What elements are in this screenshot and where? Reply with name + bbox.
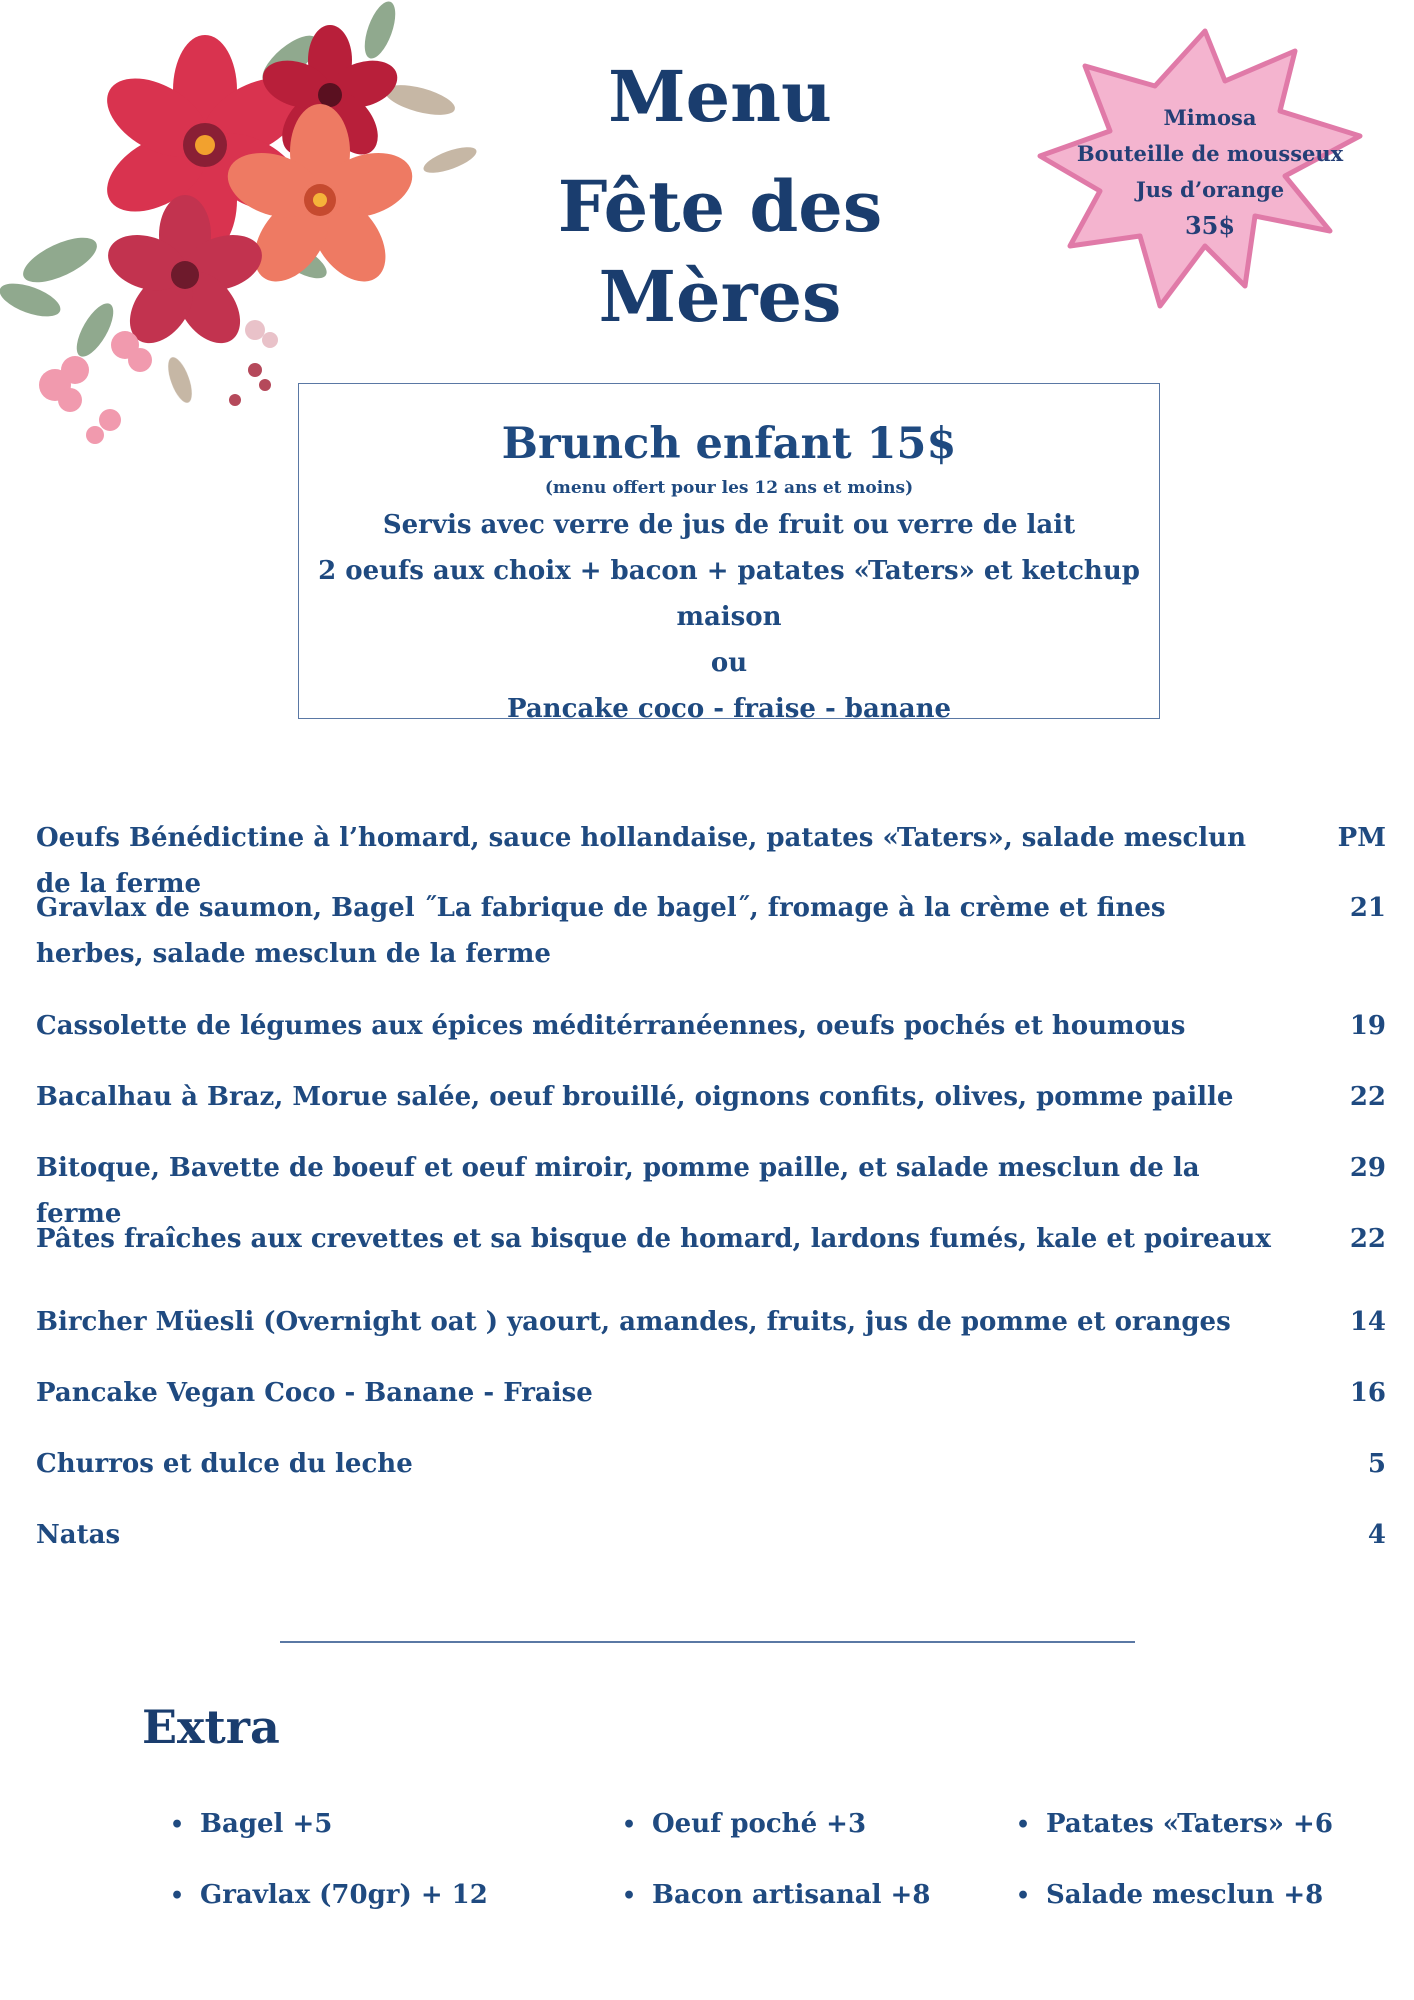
menu-item-price: PM xyxy=(1337,823,1386,853)
menu-item xyxy=(36,1074,1386,1120)
menu-item-description: Gravlax de saumon, Bagel ˝La fabrique de bagel˝, fromage à la crème et fines herbes, salade mesclun de la ferme xyxy=(36,893,1166,969)
menu-item-description: Pancake Vegan Coco - Banane - Fraise xyxy=(36,1378,593,1408)
kids-brunch-note: (menu offert pour les 12 ans et moins) xyxy=(544,478,914,498)
menu-item-description: Oeufs Bénédictine à l’homard, sauce hollandaise, patates «Taters», salade mesclun de la ferme xyxy=(36,823,1246,899)
kids-brunch-title: Brunch enfant 15$ xyxy=(501,419,957,469)
menu-item-price: 14 xyxy=(1349,1307,1386,1337)
menu-item-price: 21 xyxy=(1349,893,1386,923)
menu-item-price: 19 xyxy=(1349,1011,1386,1041)
extra-item-label: Patates «Taters» +6 xyxy=(1046,1809,1333,1839)
menu-item-price: 22 xyxy=(1349,1224,1386,1254)
extra-item-label: Gravlax (70gr) + 12 xyxy=(200,1880,488,1910)
menu-item-price: 16 xyxy=(1349,1378,1386,1408)
extra-item xyxy=(170,1875,488,1916)
kids-brunch-option-pancake: Pancake coco - fraise - banane xyxy=(506,694,952,724)
menu-item-price: 5 xyxy=(1367,1449,1386,1479)
menu-item xyxy=(36,885,1386,977)
extra-item-label: Oeuf poché +3 xyxy=(652,1809,867,1839)
bullet-icon: • xyxy=(1016,1812,1031,1838)
kids-brunch-or: ou xyxy=(710,648,748,678)
menu-item xyxy=(36,1512,1386,1558)
menu-item-description: Cassolette de légumes aux épices méditérranéennes, oeufs pochés et houmous xyxy=(36,1011,1186,1041)
page-title: Fête des Mères xyxy=(557,165,883,338)
menu-title: Menu xyxy=(608,55,832,138)
menu-item-price: 4 xyxy=(1367,1520,1386,1550)
menu-item xyxy=(36,1003,1386,1049)
menu-item-description: Bircher Müesli (Overnight oat ) yaourt, amandes, fruits, jus de pomme et oranges xyxy=(36,1307,1231,1337)
mimosa-line-bottle: Bouteille de mousseux xyxy=(1076,141,1344,166)
extra-item xyxy=(1016,1875,1323,1916)
menu-item xyxy=(36,1216,1386,1262)
mimosa-price: 35$ xyxy=(1184,211,1236,240)
extra-item-label: Salade mesclun +8 xyxy=(1046,1880,1324,1910)
menu-item-description: Natas xyxy=(36,1520,121,1550)
kids-brunch-box xyxy=(298,383,1160,724)
menu-item xyxy=(36,1370,1386,1416)
bullet-icon: • xyxy=(622,1883,637,1909)
mimosa-line-juice: Jus d’orange xyxy=(1135,177,1285,202)
kids-brunch-drink: Servis avec verre de jus de fruit ou verre de lait xyxy=(382,510,1076,540)
mimosa-label: Mimosa xyxy=(1163,105,1257,130)
menu-item-description: Bacalhau à Braz, Morue salée, oeuf brouillé, oignons confits, olives, pomme paille xyxy=(36,1082,1234,1112)
menu-item xyxy=(36,1299,1386,1345)
extra-item-label: Bagel +5 xyxy=(200,1809,333,1839)
extra-item xyxy=(622,1804,866,1845)
menu-item-description: Bitoque, Bavette de boeuf et oeuf miroir, pomme paille, et salade mesclun de la ferme xyxy=(36,1153,1200,1229)
extra-item-label: Bacon artisanal +8 xyxy=(652,1880,931,1910)
extra-item xyxy=(622,1875,930,1916)
mimosa-offer xyxy=(1075,100,1345,244)
bullet-icon: • xyxy=(170,1883,185,1909)
extra-item xyxy=(170,1804,332,1845)
kids-brunch-option-eggs: 2 oeufs aux choix + bacon + patates «Taters» et ketchup maison xyxy=(318,556,1140,632)
menu-item-price: 29 xyxy=(1349,1153,1386,1183)
bullet-icon: • xyxy=(1016,1883,1031,1909)
bullet-icon: • xyxy=(622,1812,637,1838)
extra-title: Extra xyxy=(142,1700,280,1754)
menu-item-price: 22 xyxy=(1349,1082,1386,1112)
extra-item xyxy=(1016,1804,1333,1845)
menu-item-description: Pâtes fraîches aux crevettes et sa bisque de homard, lardons fumés, kale et poireaux xyxy=(36,1224,1271,1254)
menu-item-description: Churros et dulce du leche xyxy=(36,1449,413,1479)
section-divider xyxy=(280,1641,1135,1643)
bullet-icon: • xyxy=(170,1812,185,1838)
menu-item xyxy=(36,1441,1386,1487)
